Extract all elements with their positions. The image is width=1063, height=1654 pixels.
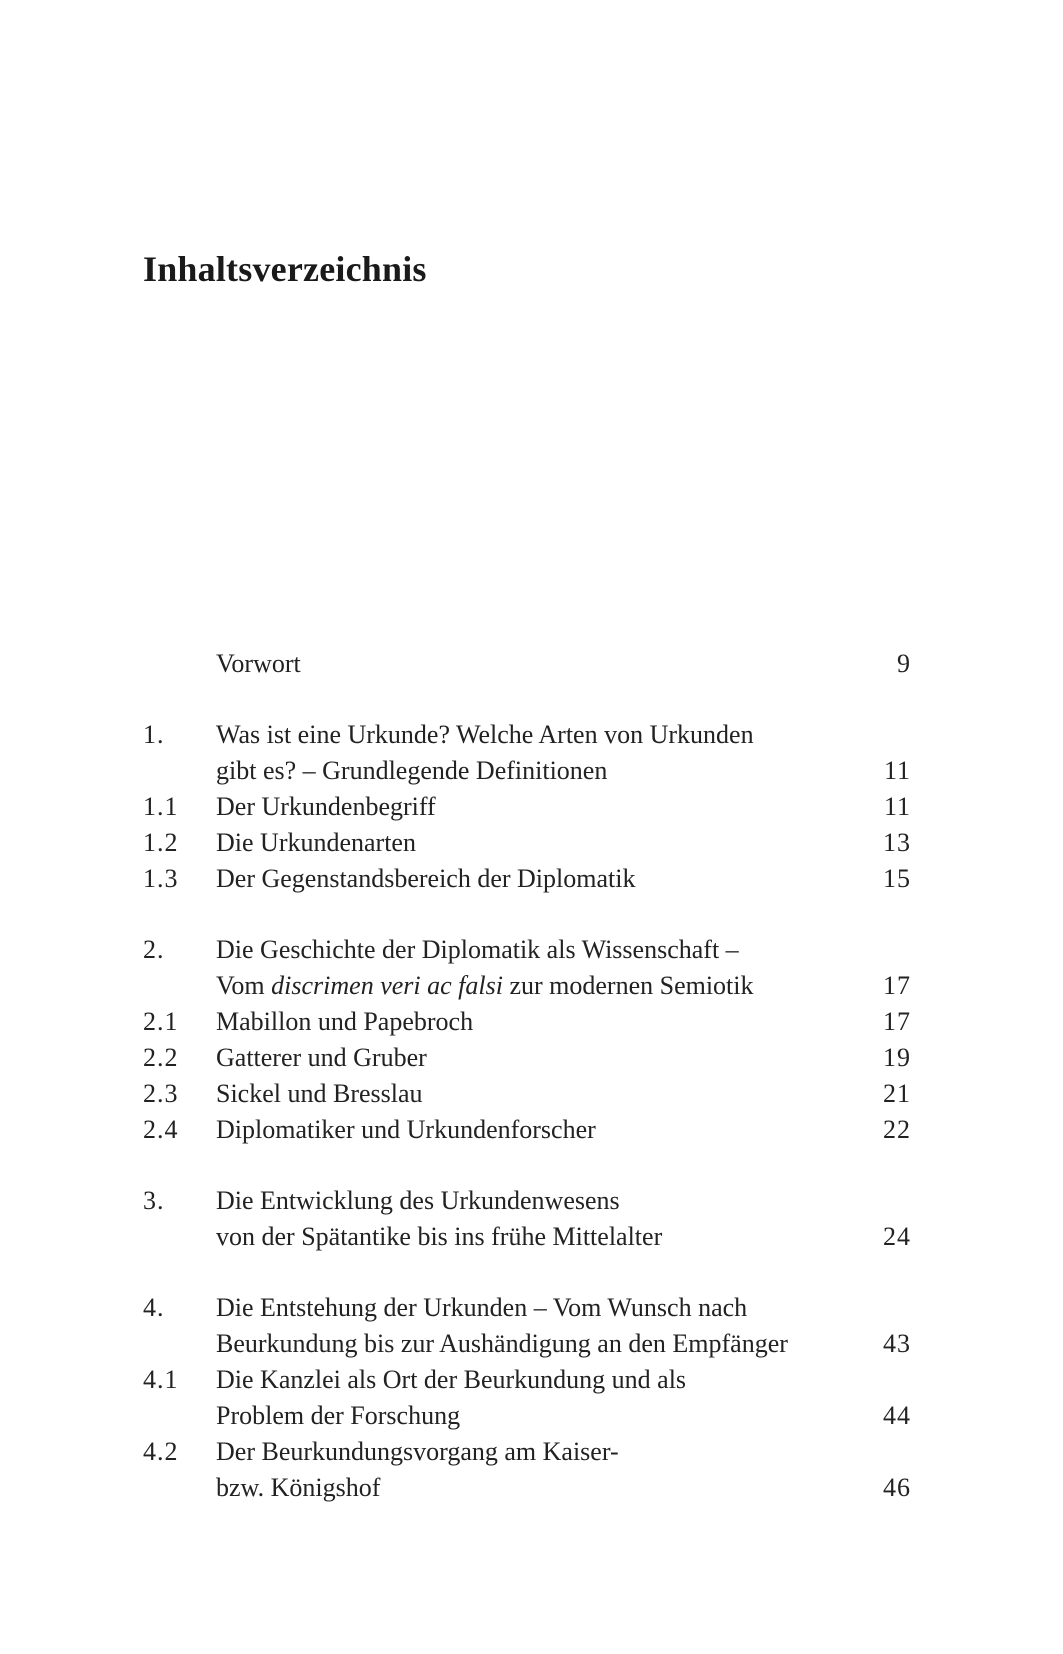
toc-entry-page: 22 xyxy=(883,1115,911,1144)
toc-entry-title xyxy=(216,1112,911,1148)
toc-entry-page: 15 xyxy=(883,864,911,893)
toc-entry-number: 4. xyxy=(143,1293,165,1322)
toc-entry-2-4[interactable] xyxy=(143,1112,911,1148)
toc-entry-title xyxy=(216,1290,911,1362)
toc-entry-number: 2.2 xyxy=(143,1043,179,1072)
toc-entry-4-1[interactable] xyxy=(143,1362,911,1434)
toc-entry-number: 2.3 xyxy=(143,1079,179,1108)
toc-entry-number: 4.2 xyxy=(143,1437,179,1466)
toc-entry-line: Beurkundung bis zur Aushändigung an den Empfänger xyxy=(216,1329,788,1358)
toc-entry-number: 1. xyxy=(143,720,165,749)
toc-entry-1-2[interactable] xyxy=(143,825,911,861)
toc-entry-number: 2. xyxy=(143,935,165,964)
page-title: Inhaltsverzeichnis xyxy=(143,249,427,289)
toc-entry-page: 19 xyxy=(883,1043,911,1072)
toc-entry-line: Mabillon und Papebroch xyxy=(216,1007,474,1036)
toc-entry-page: 11 xyxy=(883,756,911,785)
toc-entry-2-2[interactable] xyxy=(143,1040,911,1076)
toc-entry-title xyxy=(216,861,911,897)
toc-entry-2-3[interactable] xyxy=(143,1076,911,1112)
toc-entry-line: gibt es? – Grundlegende Definitionen xyxy=(216,756,608,785)
toc-entry-page: 9 xyxy=(897,649,911,678)
toc-entry-number: 1.2 xyxy=(143,828,179,857)
toc-group-chapter-1 xyxy=(143,717,911,897)
toc-entry-vorwort[interactable] xyxy=(143,646,911,682)
toc-entry-page: 21 xyxy=(883,1079,911,1108)
toc-entry-page: 24 xyxy=(883,1222,911,1251)
toc-entry-line: Gatterer und Gruber xyxy=(216,1043,427,1072)
toc-entry-line: Die Entstehung der Urkunden – Vom Wunsch nach xyxy=(216,1293,748,1322)
toc-entry-page: 43 xyxy=(883,1329,911,1358)
toc-entry-page: 13 xyxy=(883,828,911,857)
toc-entry-line: Vorwort xyxy=(216,649,301,678)
toc-entry-title xyxy=(216,1076,911,1112)
toc-entry-line: bzw. Königshof xyxy=(216,1473,381,1502)
toc-entry-line: Die Urkundenarten xyxy=(216,828,416,857)
toc-entry-line: Der Gegenstandsbereich der Diplomatik xyxy=(216,864,636,893)
toc-entry-line: Der Urkundenbegriff xyxy=(216,792,436,821)
toc-entry-page: 17 xyxy=(883,971,911,1000)
toc-entry-line xyxy=(216,968,851,1004)
toc-group-chapter-4 xyxy=(143,1290,911,1506)
toc-entry-title xyxy=(216,1004,911,1040)
toc-entry-line: Die Geschichte der Diplomatik als Wissenschaft – xyxy=(216,935,739,964)
toc-group-chapter-2 xyxy=(143,932,911,1148)
toc-entry-page: 44 xyxy=(883,1401,911,1430)
toc-entry-title xyxy=(216,717,911,789)
toc-entry-title xyxy=(216,932,911,1004)
toc-entry-page: 46 xyxy=(883,1473,911,1502)
toc-entry-4[interactable] xyxy=(143,1290,911,1362)
toc-entry-1-1[interactable] xyxy=(143,789,911,825)
toc-entry-number: 4.1 xyxy=(143,1365,179,1394)
toc-entry-line: Problem der Forschung xyxy=(216,1401,461,1430)
toc-entry-title xyxy=(216,825,911,861)
table-of-contents xyxy=(143,646,911,1541)
toc-entry-line: Der Beurkundungsvorgang am Kaiser- xyxy=(216,1437,619,1466)
toc-entry-2-1[interactable] xyxy=(143,1004,911,1040)
toc-entry-line: Die Entwicklung des Urkundenwesens xyxy=(216,1186,620,1215)
toc-group-preface xyxy=(143,646,911,682)
toc-entry-title xyxy=(216,789,911,825)
toc-line-italic-phrase: discrimen veri ac falsi xyxy=(271,971,503,1000)
toc-entry-title xyxy=(216,1183,911,1255)
toc-line-prefix: Vom xyxy=(216,971,272,1000)
toc-entry-page: 17 xyxy=(883,1007,911,1036)
toc-entry-number: 2.4 xyxy=(143,1115,179,1144)
toc-entry-line: Was ist eine Urkunde? Welche Arten von Urkunden xyxy=(216,720,754,749)
toc-entry-title xyxy=(216,1040,911,1076)
toc-group-chapter-3 xyxy=(143,1183,911,1255)
toc-entry-line: Diplomatiker und Urkundenforscher xyxy=(216,1115,596,1144)
toc-entry-number: 1.3 xyxy=(143,864,179,893)
toc-entry-title xyxy=(216,1362,911,1434)
toc-entry-line: Sickel und Bresslau xyxy=(216,1079,423,1108)
toc-entry-page: 11 xyxy=(883,792,911,821)
toc-entry-line: von der Spätantike bis ins frühe Mittelalter xyxy=(216,1222,663,1251)
toc-entry-4-2[interactable] xyxy=(143,1434,911,1506)
toc-entry-title xyxy=(216,1434,911,1506)
toc-entry-title xyxy=(216,646,911,682)
toc-entry-number: 1.1 xyxy=(143,792,179,821)
toc-line-suffix: zur modernen Semiotik xyxy=(502,971,754,1000)
toc-entry-1-3[interactable] xyxy=(143,861,911,897)
toc-entry-3[interactable] xyxy=(143,1183,911,1255)
toc-entry-2[interactable] xyxy=(143,932,911,1004)
toc-entry-number: 2.1 xyxy=(143,1007,179,1036)
toc-entry-number: 3. xyxy=(143,1186,165,1215)
toc-entry-1[interactable] xyxy=(143,717,911,789)
toc-entry-line: Die Kanzlei als Ort der Beurkundung und als xyxy=(216,1365,687,1394)
